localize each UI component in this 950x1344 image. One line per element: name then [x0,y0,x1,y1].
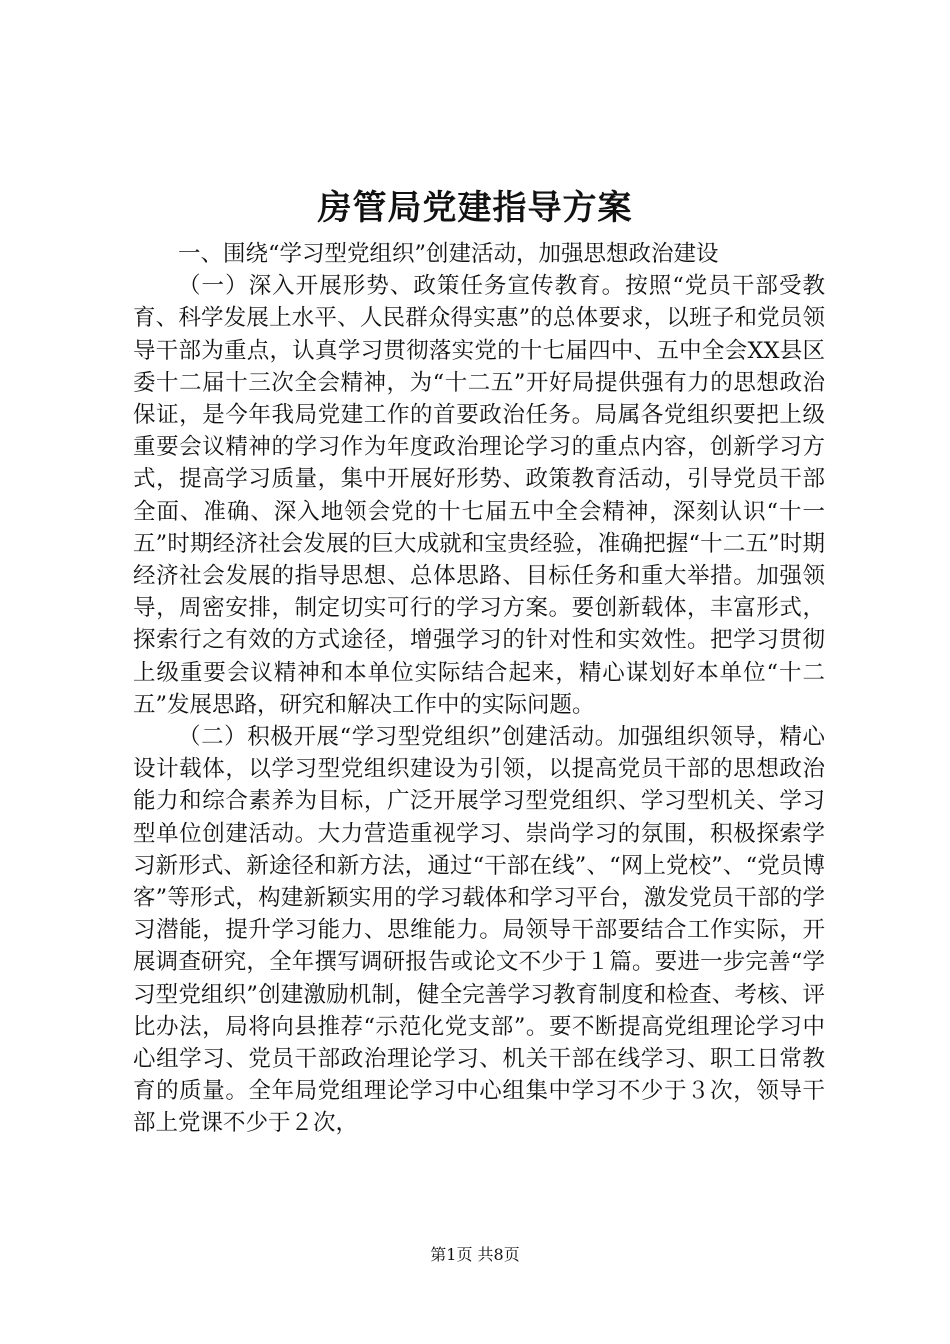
paragraph-2: （二）积极开展“学习型党组织”创建活动。加强组织领导，精心设计载体，以学习型党组织建设为引领，以提高党员干部的思想政治能力和综合素养为目标，广泛开展学习型党组织、学习型机关、学习型单位创建活动。大力营造重视学习、崇尚学习的氛围，积极探索学习新形式、新途径和新方法，通过“干部在线”、“网上党校”、“党员博客”等形式，构建新颖实用的学习载体和学习平台，激发党员干部的学习潜能，提升学习能力、思维能力。局领导干部要结合工作实际，开展调查研究，全年撰写调研报告或论文不少于１篇。要进一步完善“学习型党组织”创建激励机制，健全完善学习教育制度和检查、考核、评比办法，局将向县推荐“示范化党支部”。要不断提高党组理论学习中心组学习、党员干部政治理论学习、机关干部在线学习、职工日常教育的质量。全年局党组理论学习中心组集中学习不少于３次，领导干部上党课不少于２次， [133,724,825,1137]
paragraph-1: （一）深入开展形势、政策任务宣传教育。按照“党员干部受教育、科学发展上水平、人民群众得实惠”的总体要求，以班子和党员领导干部为重点，认真学习贯彻落实党的十七届四中、五中全会XX县区委十二届十三次全会精神，为“十二五”开好局提供强有力的思想政治保证，是今年我局党建工作的首要政治任务。局属各党组织要把上级重要会议精神的学习作为年度政治理论学习的重点内容，创新学习方式，提高学习质量，集中开展好形势、政策教育活动，引导党员干部全面、准确、深入地领会党的十七届五中全会精神，深刻认识“十一五”时期经济社会发展的巨大成就和宝贵经验，准确把握“十二五”时期经济社会发展的指导思想、总体思路、目标任务和重大举措。加强领导，周密安排，制定切实可行的学习方案。要创新载体，丰富形式，探索行之有效的方式途径，增强学习的针对性和实效性。把学习贯彻上级重要会议精神和本单位实际结合起来，精心谋划好本单位“十二五”发展思路，研究和解决工作中的实际问题。 [133,273,825,718]
document-title: 房管局党建指导方案 [317,188,633,228]
section-heading: 一、围绕“学习型党组织”创建活动，加强思想政治建设 [178,241,719,267]
page-footer: 第1页 共8页 [430,1245,520,1264]
document-body [133,238,825,1140]
